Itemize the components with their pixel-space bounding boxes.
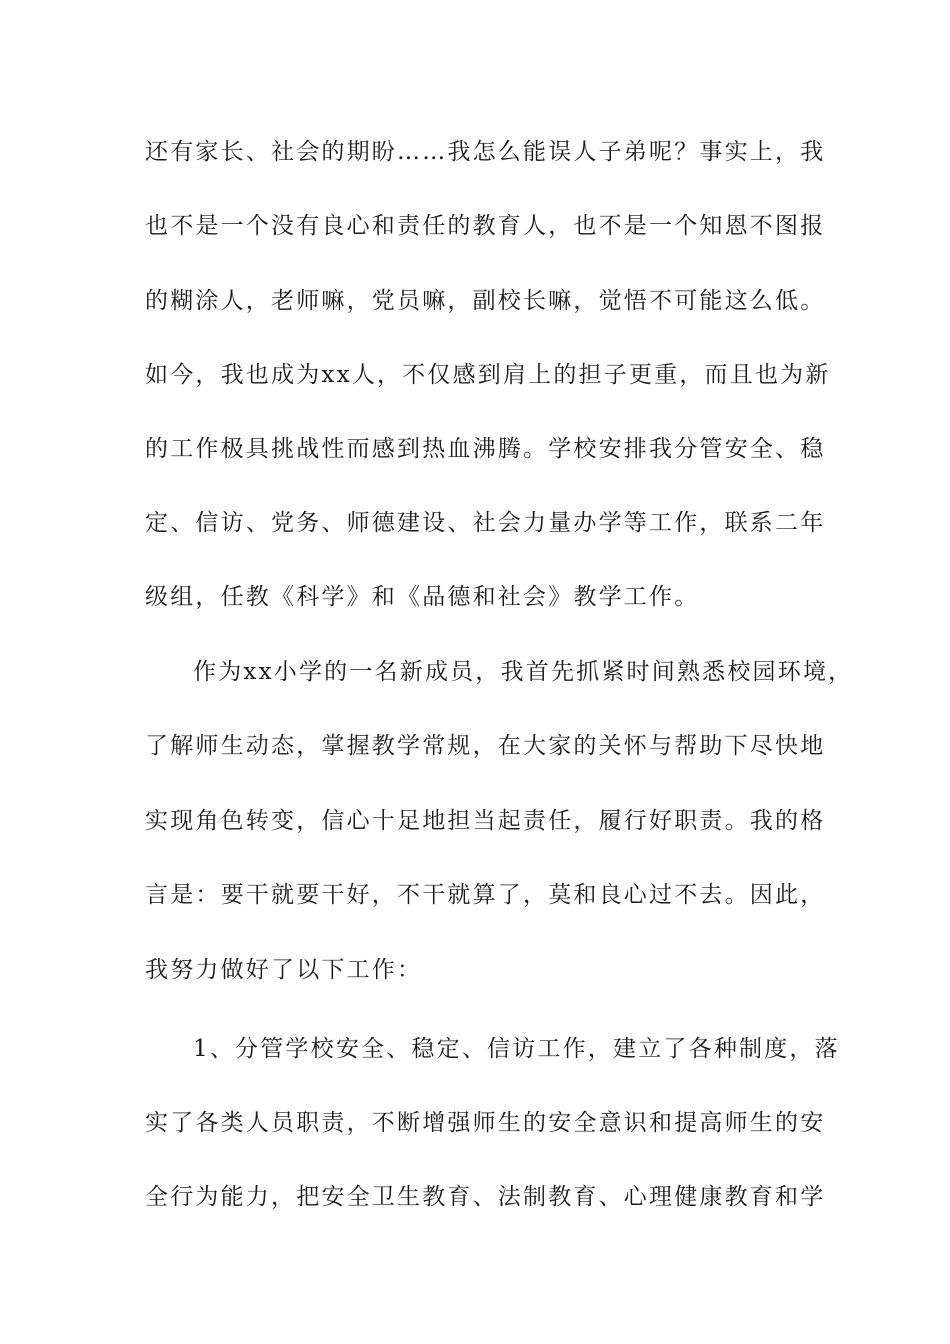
text-line: 也不是一个没有良心和责任的教育人，也不是一个知恩不图报 [145,213,826,239]
text-line: 的糊涂人，老师嘛，党员嘛，副校长嘛，觉悟不可能这么低。 [145,288,826,314]
text-line: 言是：要干就要干好，不干就算了，莫和良心过不去。因此， [145,882,826,908]
text-line: 定、信访、党务、师德建设、社会力量办学等工作，联系二年 [145,510,826,536]
text-line: 实现角色转变，信心十足地担当起责任，履行好职责。我的格 [145,808,826,834]
text-line: 我努力做好了以下工作： [145,957,423,983]
text-line: 了解师生动态，掌握教学常规，在大家的关怀与帮助下尽快地 [145,733,826,759]
text-line: 实了各类人员职责，不断增强师生的安全意识和提高师生的安 [145,1110,826,1136]
text-line: 如今，我也成为xx人，不仅感到肩上的担子更重，而且也为新 [145,362,831,388]
text-line: 的工作极具挑战性而感到热血沸腾。学校安排我分管安全、稳 [145,436,826,462]
text-line: 级组，任教《科学》和《品德和社会》教学工作。 [145,584,700,610]
paragraph-first-line: 1、分管学校安全、稳定、信访工作，建立了各种制度，落 [193,1036,840,1062]
paragraph-first-line: 作为xx小学的一名新成员，我首先抓紧时间熟悉校园环境， [193,659,854,685]
text-line: 全行为能力，把安全卫生教育、法制教育、心理健康教育和学 [145,1184,826,1210]
text-line: 还有家长、社会的期盼……我怎么能误人子弟呢？事实上，我 [145,139,826,165]
